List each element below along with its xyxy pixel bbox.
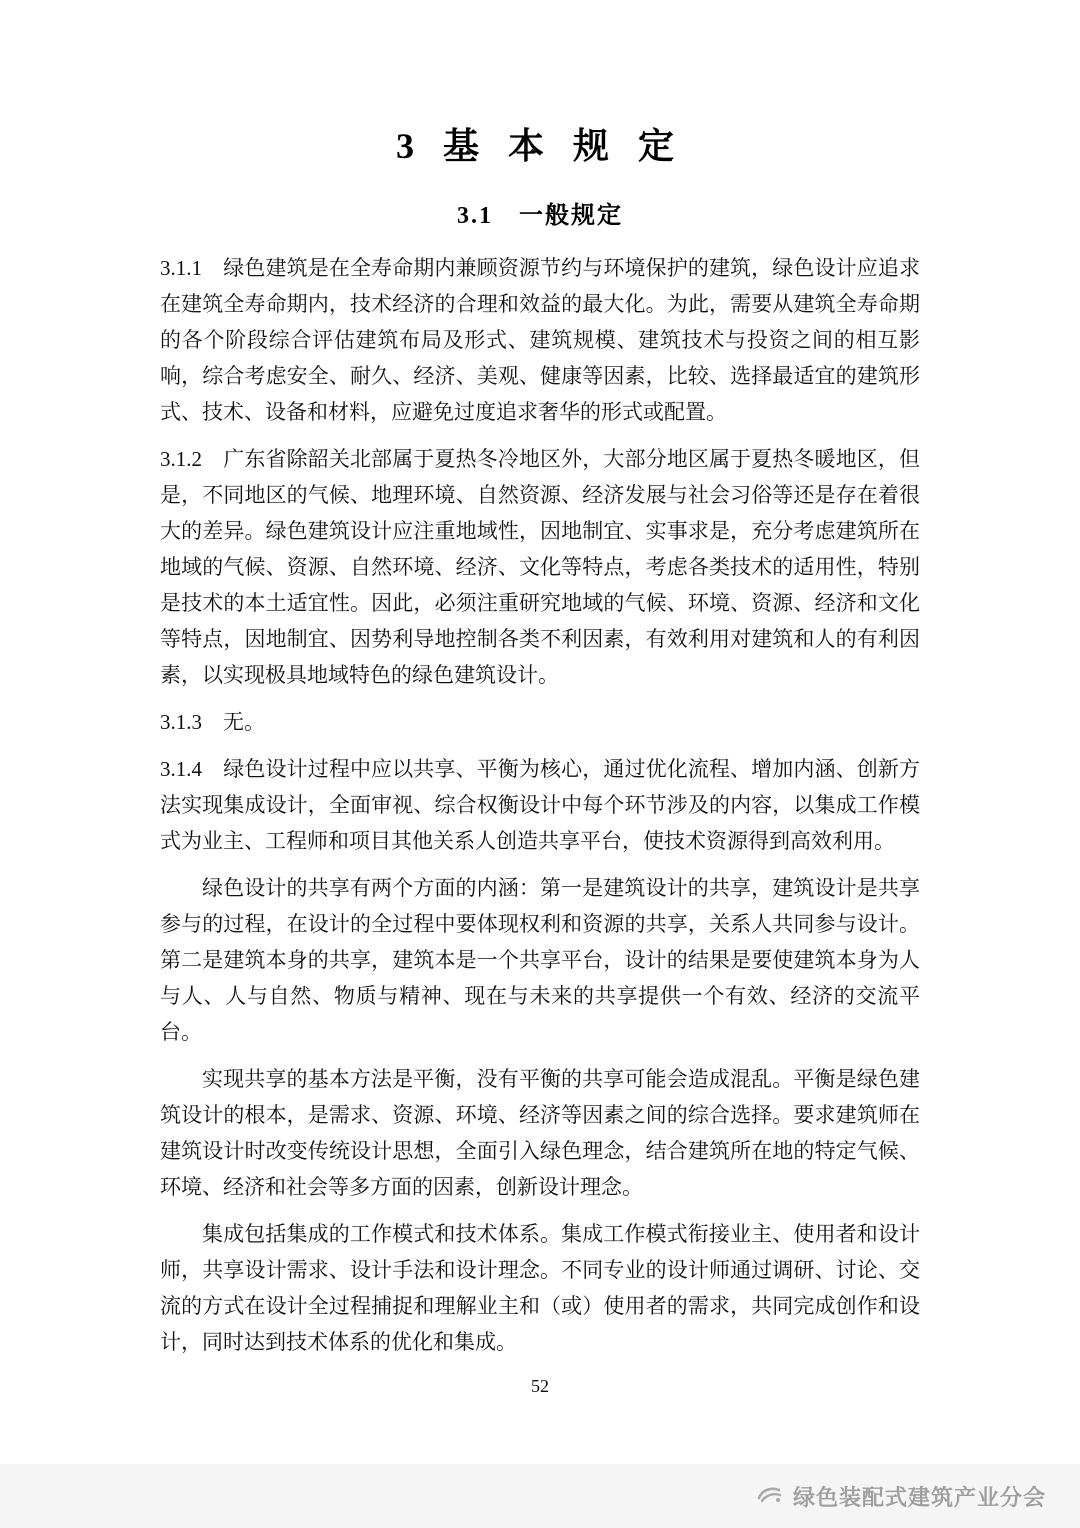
clause-paragraph: 3.1.3 无。 [160, 710, 265, 734]
body-paragraph: 绿色设计的共享有两个方面的内涵：第一是建筑设计的共享，建筑设计是共享参与的过程，在设计的全过程中要体现权利和资源的共享，关系人共同参与设计。第二是建筑本身的共享，建筑本是一个共享平台，设计的结果是要使建筑本身为人与人、人与自然、物质与精神、现在与未来的共享提供一个有效、经济的交流平台。 [160, 876, 920, 1044]
clause-paragraph: 3.1.4 绿色设计过程中应以共享、平衡为核心，通过优化流程、增加内涵、创新方法实现集成设计，全面审视、综合权衡设计中每个环节涉及的内容，以集成工作模式为业主、工程师和项目其他关系人创造共享平台，使技术资源得到高效利用。 [160, 757, 920, 853]
watermark-text: 绿色装配式建筑产业分会 [792, 1484, 1046, 1510]
footer-watermark [0, 1464, 1080, 1528]
association-logo-icon [755, 1481, 785, 1511]
body-paragraph: 实现共享的基本方法是平衡，没有平衡的共享可能会造成混乱。平衡是绿色建筑设计的根本，是需求、资源、环境、经济等因素之间的综合选择。要求建筑师在建筑设计时改变传统设计思想，全面引入绿色理念，结合建筑所在地的特定气候、环境、经济和社会等多方面的因素，创新设计理念。 [160, 1067, 920, 1199]
clause-paragraph: 3.1.2 广东省除韶关北部属于夏热冬冷地区外，大部分地区属于夏热冬暖地区，但是，不同地区的气候、地理环境、自然资源、经济发展与社会习俗等还是存在着很大的差异。绿色建筑设计应注重地域性，因地制宜、实事求是，充分考虑建筑所在地域的气候、资源、自然环境、经济、文化等特点，考虑各类技术的适用性，特别是技术的本土适宜性。因此，必须注重研究地域的气候、环境、资源、经济和文化等特点，因地制宜、因势利导地控制各类不利因素，有效利用对建筑和人的有利因素，以实现极具地域特色的绿色建筑设计。 [160, 447, 920, 687]
chapter-title: 3 基 本 规 定 [395, 126, 684, 166]
section-heading: 3.1 一般规定 [457, 203, 623, 229]
document-body [160, 250, 920, 1360]
clause-paragraph: 3.1.1 绿色建筑是在全寿命期内兼顾资源节约与环境保护的建筑，绿色设计应追求在建筑全寿命期内，技术经济的合理和效益的最大化。为此，需要从建筑全寿命期的各个阶段综合评估建筑布局及形式、建筑规模、建筑技术与投资之间的相互影响，综合考虑安全、耐久、经济、美观、健康等因素，比较、选择最适宜的建筑形式、技术、设备和材料，应避免过度追求奢华的形式或配置。 [160, 256, 920, 424]
page-number: 52 [531, 1376, 549, 1396]
body-paragraph: 集成包括集成的工作模式和技术体系。集成工作模式衔接业主、使用者和设计师，共享设计需求、设计手法和设计理念。不同专业的设计师通过调研、讨论、交流的方式在设计全过程捕捉和理解业主和（或）使用者的需求，共同完成创作和设计，同时达到技术体系的优化和集成。 [160, 1222, 920, 1354]
